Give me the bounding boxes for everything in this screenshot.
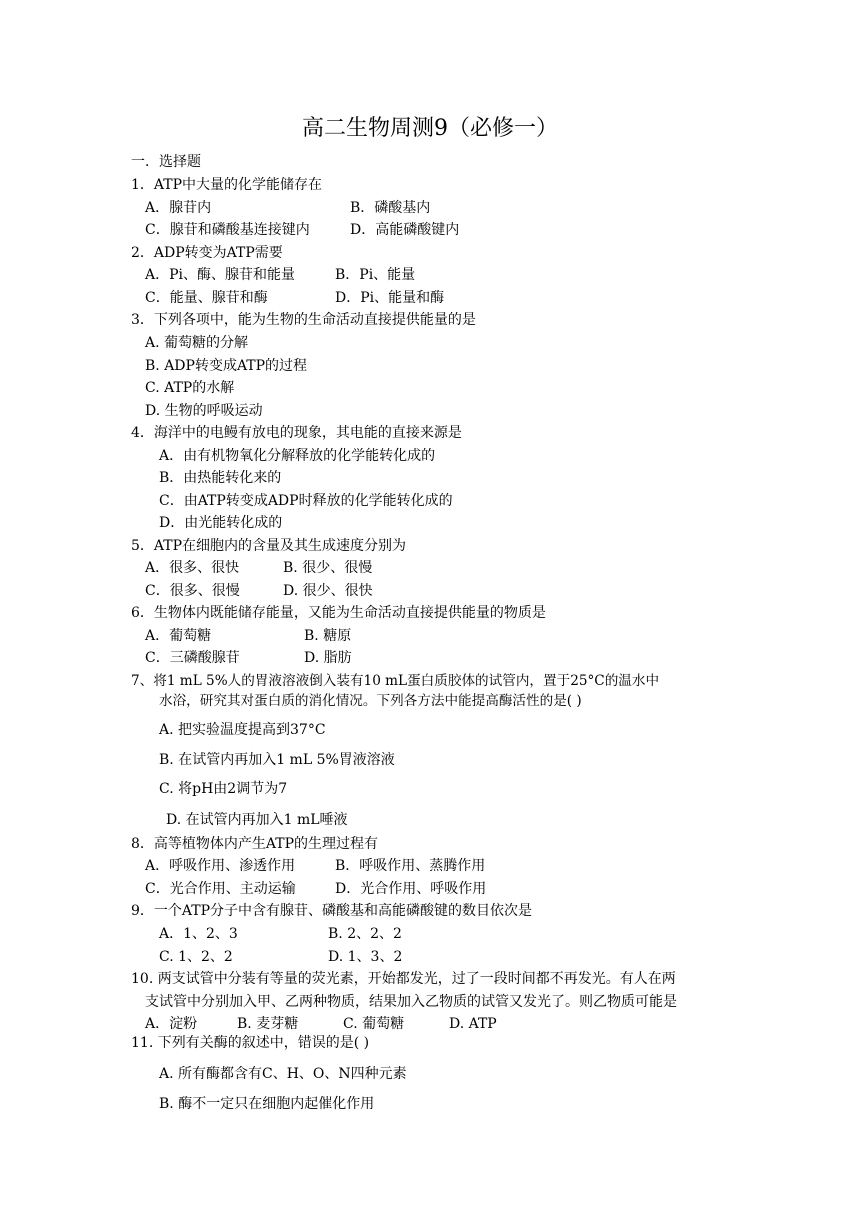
q7-option-c[interactable]: C. 将pH由2调节为7 (159, 781, 288, 797)
q9-option-c[interactable]: C. 1、2、2 (159, 949, 233, 965)
question-11-stem: 11. 下列有关酶的叙述中，错误的是( ) (131, 1035, 370, 1051)
q3-option-b[interactable]: B. ADP转变成ATP的过程 (145, 358, 308, 374)
question-9-stem: 9．一个ATP分子中含有腺苷、磷酸基和高能磷酸键的数目依次是 (131, 903, 533, 919)
q2-option-c[interactable]: C．能量、腺苷和酶 (145, 290, 268, 306)
question-1-stem: 1．ATP中大量的化学能储存在 (131, 177, 323, 193)
q11-option-a[interactable]: A. 所有酶都含有C、H、O、N四种元素 (159, 1066, 407, 1082)
q1-option-b[interactable]: B．磷酸基内 (350, 200, 431, 216)
q5-option-b[interactable]: B. 很少、很慢 (283, 560, 373, 576)
q1-option-a[interactable]: A．腺苷内 (145, 200, 212, 216)
question-5-stem: 5．ATP在细胞内的含量及其生成速度分别为 (131, 538, 407, 554)
q7-option-a[interactable]: A. 把实验温度提高到37°C (159, 722, 326, 738)
q10-option-c[interactable]: C. 葡萄糖 (343, 1016, 405, 1032)
question-10-stem-cont: 支试管中分别加入甲、乙两种物质，结果加入乙物质的试管又发光了。则乙物质可能是 (145, 994, 677, 1010)
question-10-stem: 10. 两支试管中分装有等量的荧光素，开始都发光，过了一段时间都不再发光。有人在两 (131, 971, 676, 987)
question-4-stem: 4．海洋中的电鳗有放电的现象，其电能的直接来源是 (131, 425, 462, 441)
q8-option-b[interactable]: B．呼吸作用、蒸腾作用 (335, 858, 486, 874)
q8-option-c[interactable]: C．光合作用、主动运输 (145, 881, 296, 897)
q3-option-d[interactable]: D. 生物的呼吸运动 (145, 403, 263, 419)
q2-option-a[interactable]: A．Pi、酶、腺苷和能量 (145, 267, 296, 283)
q6-option-c[interactable]: C．三磷酸腺苷 (145, 650, 240, 666)
q5-option-c[interactable]: C．很多、很慢 (145, 583, 240, 599)
question-7-stem: 7、将1 mL 5%人的胃液溶液倒入装有10 mL蛋白质胶体的试管内，置于25°C的温水中 (131, 673, 660, 689)
q4-option-d[interactable]: D．由光能转化成的 (159, 515, 283, 531)
q1-option-d[interactable]: D．高能磷酸键内 (350, 222, 460, 238)
q9-option-a[interactable]: A．1、2、3 (159, 926, 238, 942)
q5-option-a[interactable]: A．很多、很快 (145, 560, 240, 576)
q8-option-d[interactable]: D．光合作用、呼吸作用 (335, 881, 487, 897)
question-2-stem: 2．ADP转变为ATP需要 (131, 245, 283, 261)
q2-option-b[interactable]: B．Pi、能量 (335, 267, 416, 283)
q10-option-a[interactable]: A．淀粉 (145, 1016, 198, 1032)
q6-option-d[interactable]: D. 脂肪 (304, 650, 352, 666)
q4-option-b[interactable]: B．由热能转化来的 (159, 470, 282, 486)
question-8-stem: 8．高等植物体内产生ATP的生理过程有 (131, 836, 379, 852)
q7-option-d[interactable]: D. 在试管内再加入1 mL唾液 (166, 812, 348, 828)
q8-option-a[interactable]: A．呼吸作用、渗透作用 (145, 858, 296, 874)
q4-option-c[interactable]: C．由ATP转变成ADP时释放的化学能转化成的 (159, 493, 453, 509)
q11-option-b[interactable]: B. 酶不一定只在细胞内起催化作用 (159, 1096, 375, 1112)
q2-option-d[interactable]: D．Pi、能量和酶 (335, 290, 445, 306)
q6-option-a[interactable]: A．葡萄糖 (145, 628, 212, 644)
page-title: 高二生物周测9（必修一） (302, 116, 558, 141)
q9-option-d[interactable]: D. 1、3、2 (328, 949, 403, 965)
q7-option-b[interactable]: B. 在试管内再加入1 mL 5%胃液溶液 (159, 752, 395, 768)
q3-option-a[interactable]: A. 葡萄糖的分解 (145, 335, 249, 351)
question-7-stem-cont: 水浴，研究其对蛋白质的消化情况。下列各方法中能提高酶活性的是( ) (159, 693, 582, 709)
q9-option-b[interactable]: B. 2、2、2 (328, 926, 402, 942)
q5-option-d[interactable]: D. 很少、很快 (283, 583, 373, 599)
section-heading: 一．选择题 (131, 154, 201, 170)
q10-option-d[interactable]: D. ATP (449, 1016, 497, 1032)
q1-option-c[interactable]: C．腺苷和磷酸基连接键内 (145, 222, 310, 238)
q3-option-c[interactable]: C. ATP的水解 (145, 380, 235, 396)
question-3-stem: 3．下列各项中，能为生物的生命活动直接提供能量的是 (131, 312, 476, 328)
q6-option-b[interactable]: B. 糖原 (304, 628, 352, 644)
q10-option-b[interactable]: B. 麦芽糖 (237, 1016, 299, 1032)
q4-option-a[interactable]: A．由有机物氧化分解释放的化学能转化成的 (159, 448, 436, 464)
question-6-stem: 6．生物体内既能储存能量，又能为生命活动直接提供能量的物质是 (131, 605, 546, 621)
